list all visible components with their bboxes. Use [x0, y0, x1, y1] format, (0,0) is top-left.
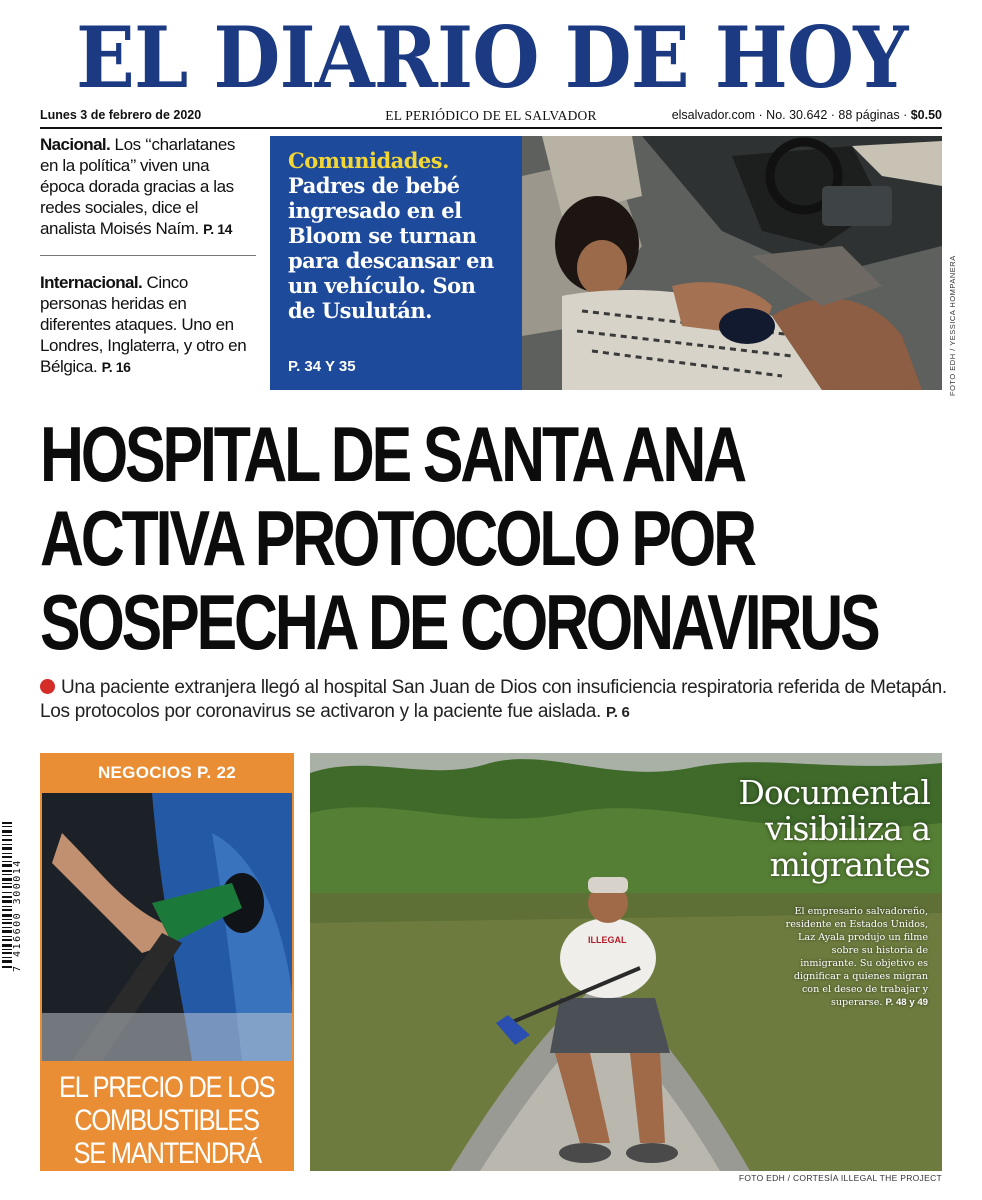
feature-photo [522, 136, 942, 390]
brief-section: Internacional. [40, 273, 143, 292]
feature-kicker: Comunidades. [288, 148, 449, 173]
lead-headline[interactable] [40, 412, 952, 664]
feature-photo-credit: FOTO EDH / YESSICA HOMPANERA [948, 255, 957, 396]
documental-title [610, 775, 930, 883]
brief-divider [40, 255, 256, 256]
bullet-dot-icon [40, 679, 55, 694]
headline-line: ACTIVA PROTOCOLO POR [40, 494, 754, 582]
issue-price: $0.50 [910, 108, 942, 122]
dateline [40, 108, 942, 126]
documental-pages: P. 48 y 49 [885, 997, 928, 1008]
brief-text: Los ‘‘charlatanes en la política’’ viven una época dorada gracias a las redes sociales, dice el analista Moisés Naím. [40, 135, 235, 238]
masthead-title: EL DIARIO DE HOY [76, 8, 908, 107]
brief-nacional[interactable] [40, 134, 256, 240]
fuel-line: ESTABLE [115, 1170, 219, 1200]
title-line: visibiliza a [765, 809, 930, 848]
brief-page: P. 14 [203, 221, 233, 237]
issue-meta [672, 108, 942, 122]
feature-comunidades[interactable] [270, 136, 522, 390]
lead-dek [40, 676, 950, 725]
barcode-digits: 7 416600 300014 [12, 859, 23, 972]
brief-internacional[interactable] [40, 272, 256, 378]
brief-page: P. 16 [101, 359, 131, 375]
negocios-box[interactable] [40, 753, 294, 1200]
fuel-line: EL PRECIO DE LOS [59, 1071, 275, 1104]
feature-text: Padres de bebé ingresado en el Bloom se turnan para descansar en un vehículo. Son de Usulután. [288, 173, 494, 323]
documental-text [778, 905, 928, 1009]
dek-text: Una paciente extranjera llegó al hospital San Juan de Dios con insuficiencia respiratoria referida de Metapán. Los protocolos por coronavirus se activaron y la paciente fue aislada. [40, 677, 947, 722]
documental-photo[interactable] [310, 753, 942, 1171]
fuel-nozzle-illustration [42, 793, 292, 1061]
car-interior-illustration [522, 136, 942, 390]
dek-page: P. 6 [605, 704, 630, 721]
fuel-photo [42, 793, 292, 1061]
fuel-line: SE MANTENDRÁ [73, 1137, 261, 1170]
title-line: Documental [738, 773, 930, 812]
negocios-headline [40, 1071, 294, 1200]
fuel-line: COMBUSTIBLES [74, 1104, 260, 1137]
documental-body: El empresario salvadoreño, residente en Estados Unidos, Laz Ayala produjo un filme sobre su historia de inmigrante. Su objetivo es dignificar a quienes migran con el deseo de trabajar y superarse. [785, 906, 928, 1008]
header-rule [40, 127, 942, 129]
brief-section: Nacional. [40, 135, 111, 154]
headline-line: SOSPECHA DE CORONAVIRUS [40, 578, 878, 666]
headline-line: HOSPITAL DE SANTA ANA [40, 410, 745, 498]
shirt-text: ILLEGAL [588, 935, 627, 945]
issue-date: Lunes 3 de febrero de 2020 [40, 108, 202, 122]
documental-photo-credit: FOTO EDH / CORTESÍA ILLEGAL THE PROJECT [738, 1173, 942, 1183]
tagline: EL PERIÓDICO DE EL SALVADOR [385, 108, 597, 123]
title-line: migrantes [769, 845, 930, 884]
negocios-label: NEGOCIOS P. 22 [97, 763, 237, 782]
brief-text: Cinco personas heridas en diferentes ataques. Uno en Londres, Inglaterra, y otro en Bélgica. [40, 273, 247, 376]
issue-number: elsalvador.com · No. 30.642 · 88 páginas · [671, 108, 908, 122]
feature-pages: P. 34 Y 35 [288, 358, 356, 375]
